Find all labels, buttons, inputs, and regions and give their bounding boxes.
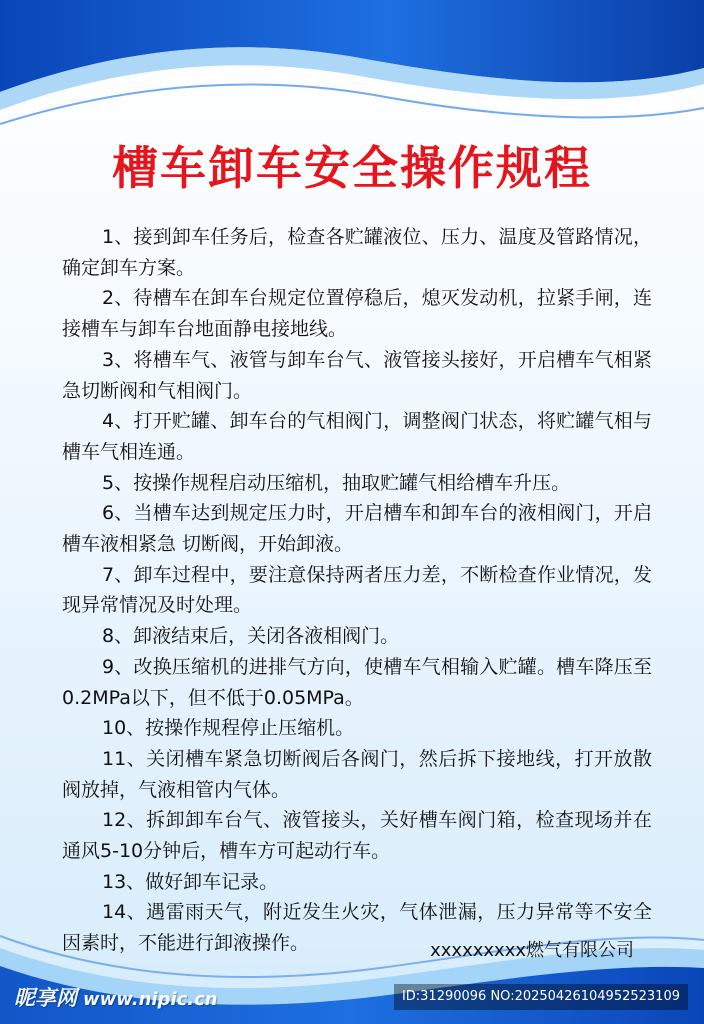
rules-list — [62, 222, 652, 959]
list-item: 11、关闭槽车紧急切断阀后各阀门，然后拆下接地线，打开放散阀放掉，气液相管内气体。 — [62, 747, 652, 801]
list-item: 6、当槽车达到规定压力时，开启槽车和卸车台的液相阀门，开启槽车液相紧急 切断阀，开始卸液。 — [62, 502, 652, 556]
list-item: 9、改换压缩机的进排气方向，使槽车气相输入贮罐。槽车降压至0.2MPa以下，但不低于0.05MPa。 — [62, 655, 652, 709]
list-item: 2、待槽车在卸车台规定位置停稳后，熄灭发动机，拉紧手闸，连接槽车与卸车台地面静电接地线。 — [62, 287, 652, 341]
list-item: 13、做好卸车记录。 — [102, 870, 279, 893]
page-title: 槽车卸车安全操作规程 — [112, 141, 592, 195]
watermark-id: ID:31290096 NO:20250426104952523109 — [394, 984, 688, 1010]
list-item: 4、打开贮罐、卸车台的气相阀门，调整阀门状态，将贮罐气相与槽车气相连通。 — [62, 410, 652, 463]
watermark-url: www.nipic.cn — [83, 989, 218, 1010]
list-item: 7、卸车过程中，要注意保持两者压力差，不断检查作业情况，发现异常情况及时处理。 — [62, 563, 652, 617]
watermark-logo-text: 昵享网 — [14, 986, 77, 1010]
list-item: 3、将槽车气、液管与卸车台气、液管接头接好，开启槽车气相紧急切断阀和气相阀门。 — [62, 348, 652, 402]
list-item: 8、卸液结束后，关闭各液相阀门。 — [102, 625, 400, 648]
watermark-logo — [14, 984, 218, 1014]
list-item: 1、接到卸车任务后，检查各贮罐液位、压力、温度及管路情况，确定卸车方案。 — [62, 226, 652, 279]
list-item: 5、按操作规程启动压缩机，抽取贮罐气相给槽车升压。 — [102, 471, 571, 494]
company-name: xxxxxxxxx燃气有限公司 — [430, 940, 634, 961]
list-item: 14、遇雷雨天气，附近发生火灾，气体泄漏，压力异常等不安全因素时，不能进行卸液操作。 — [62, 901, 652, 955]
list-item: 12、拆卸卸车台气、液管接头，关好槽车阀门箱，检查现场并在通风5-10分钟后，槽车方可起动行车。 — [62, 809, 652, 863]
list-item: 10、按操作规程停止压缩机。 — [102, 717, 355, 740]
